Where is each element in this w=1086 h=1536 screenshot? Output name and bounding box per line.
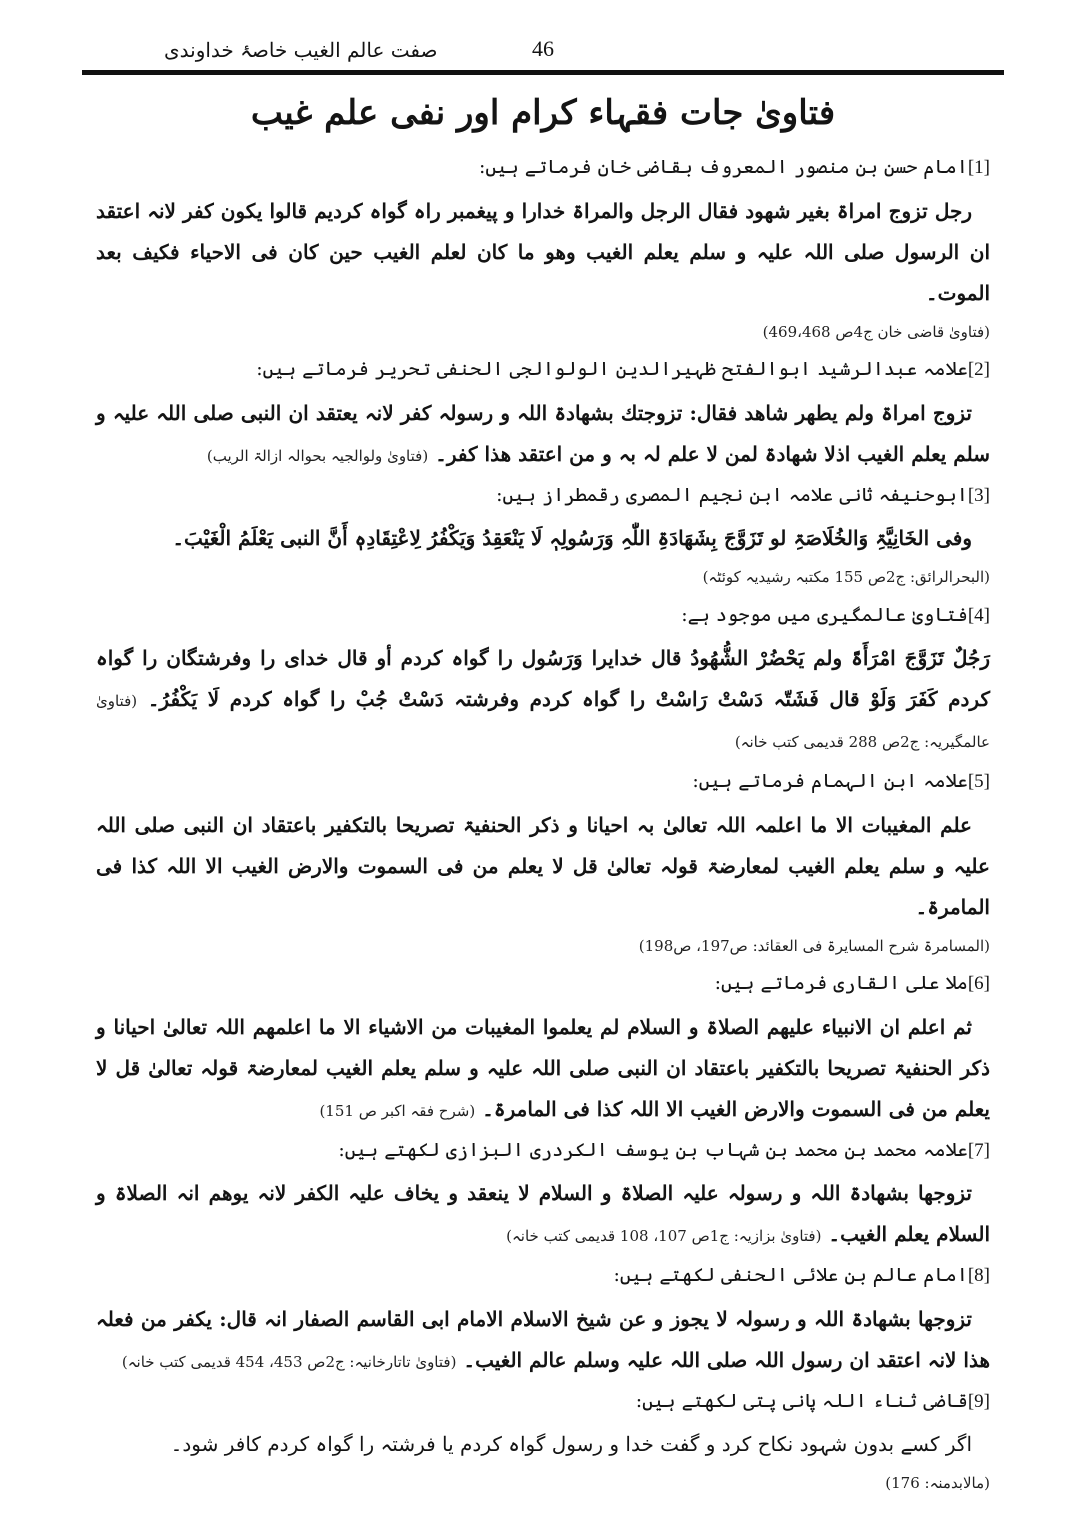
- section-number: [6]: [967, 973, 990, 994]
- section-number: [1]: [967, 157, 990, 178]
- section-quote: علم المغیبات الا ما اعلمہ اللہ تعالیٰ بہ احیانا و ذکر الحنفیۃ تصریحا بالتکفیر باعتقاد ان النبی صلی اللہ علیہ و سلم یعلم الغیب لمعارضۃ قولہ تعالیٰ قل لا یعلم من فی السموت والارض الغیب الا اللہ کذا فی المامرۃ۔: [96, 812, 990, 919]
- section-3: [96, 481, 990, 591]
- section-intro: [96, 767, 990, 797]
- section-reference: (فتاویٰ بزازیہ: ج1ص 107، 108 قدیمی کتب خانہ): [506, 1227, 822, 1245]
- page-title: فتاویٰ جات فقہاء کرام اور نفی علم غیب: [250, 93, 836, 133]
- section-quote: اگر کسے بدون شہود نکاح کرد و گفت خدا و رسول گواہ کردم یا فرشتہ را گواہ کردم کافر شود۔: [170, 1432, 972, 1456]
- section-quote: [96, 1299, 990, 1381]
- section-intro-text: امام حسن بن منصور المعروف بقاضی خان فرماتے ہیں:: [478, 156, 968, 178]
- section-4: [96, 601, 990, 762]
- section-intro-text: فتاویٰ عالمگیری میں موجود ہے:: [681, 603, 968, 626]
- section-quote: [96, 393, 990, 475]
- section-reference: (فتاویٰ ولوالجیہ بحوالہ ازالۃ الریب): [206, 446, 429, 465]
- section-number: [9]: [967, 1390, 990, 1412]
- section-7: [96, 1136, 990, 1256]
- section-intro: [96, 1387, 990, 1417]
- running-title: صفت عالم الغیب خاصۂ خداوندی: [164, 38, 438, 62]
- section-intro: [96, 481, 990, 511]
- section-number: [4]: [967, 604, 990, 626]
- section-quote: [96, 1007, 990, 1130]
- section-9: [96, 1387, 990, 1497]
- page-header: [82, 30, 1004, 75]
- section-intro: [96, 1136, 990, 1166]
- section-6: [96, 969, 990, 1130]
- section-quote-text: تزوج امراۃ ولم یطھر شاھد فقال: تزوجتك بشھادۃ اللہ و رسولہ کفر لانہ یعتقد ان النبی صلی اللہ علیہ و سلم یعلم الغیب اذلا شھادۃ لمن لا علم لہ بہ و من اعتقد ھذا کفر۔: [96, 400, 990, 466]
- section-quote-text: رَجُلٌ تَزَوَّجَ امْرَأَۃً ولم یَحْضُرْ الشُّھُودُ قال خدایرا وَرَسُول را گواہ کردم أو قال خدای را وفرشتگان را گواہ کردم کَفَرَ وَلَوْ قال فَشَتّہ دَسْتْ رَاسْتْ را گواہ کردم وفرشتہ دَسْتْ جُبْ را گواہ کردم لَا یَکْفُرُ۔: [96, 646, 990, 711]
- section-number: [2]: [967, 359, 990, 380]
- section-quote: وفی الخَانِیَّۃِ وَالخُلَاصَۃِ لو تَزَوَّجَ بِشَھَادَۃِ اللّٰہِ وَرَسُولِہٖ لَا یَنْعَقِدُ وَیَکْفُرُ لِاعْتِقَادِہٖ أَنَّ النبی یَعْلَمُ الْغَیْبَ۔: [172, 526, 972, 550]
- page-content: [96, 86, 991, 1492]
- section-number: [8]: [967, 1265, 990, 1286]
- section-1: [96, 153, 990, 345]
- section-quote: رجل تزوج امراۃ بغیر شھود فقال الرجل والمراۃ خدارا و پیغمبر راہ گواہ کردیم قالوا یکون کفر لانہ اعتقد ان الرسول صلی اللہ علیہ و سلم یعلم الغیب وھو ما کان لعلم الغیب حین کان فی الاحیاء فکیف بعد الموت۔: [96, 198, 991, 305]
- section-intro-text: علامہ محمد بن محمد بن شہاب بن یوسف الکردری البزازی لکھتے ہیں:: [338, 1138, 968, 1161]
- section-quote: [96, 1173, 990, 1255]
- section-intro: [96, 601, 990, 631]
- section-number: [3]: [967, 484, 990, 506]
- section-intro: [96, 355, 990, 385]
- section-quote-text: تزوجھا بشھادۃ اللہ و رسولہ لا یجوز و عن شیخ الاسلام الامام ابی القاسم الصفار انہ قال: یکفر من فعلہ ھذا لانہ اعتقد ان رسول اللہ صلی اللہ علیہ وسلم عالم الغیب۔: [96, 1306, 990, 1372]
- section-reference: (مالابدمنہ: 176): [885, 1474, 990, 1492]
- section-reference: (البحرالرائق: ج2ص 155 مکتبہ رشیدیہ کوئٹہ): [702, 568, 990, 586]
- section-intro: [96, 1261, 990, 1291]
- section-intro: [96, 969, 990, 999]
- section-intro-text: علامہ عبدالرشید ابوالفتح ظہیرالدین الولوالجی الحنفی تحریر فرماتے ہیں:: [256, 358, 968, 380]
- section-reference: (شرح فقہ اکبر ص 151): [319, 1101, 476, 1120]
- section-number: [7]: [967, 1139, 990, 1161]
- section-2: [96, 355, 990, 475]
- section-8: [96, 1261, 990, 1381]
- section-intro-text: علامہ ابن الہمام فرماتے ہیں:: [692, 770, 968, 792]
- section-quote: [96, 638, 990, 761]
- section-intro-text: قاضی ثناء اللہ پانی پتی لکھتے ہیں:: [635, 1389, 968, 1412]
- section-reference: (فتاویٰ قاضی خان ج4ص 469،468): [762, 322, 990, 341]
- section-intro-text: امام عالم بن علائی الحنفی لکھتے ہیں:: [613, 1264, 968, 1286]
- section-quote-text: تزوجھا بشھادۃ اللہ و رسولہ علیہ الصلاۃ و السلام لا ینعقد و یخاف علیہ الکفر لانہ یوھم انہ الصلاۃ و السلام یعلم الغیب۔: [96, 1181, 990, 1246]
- section-reference: (المسامرۃ شرح المسایرۃ فی العقائد: ص197، ص198): [638, 936, 990, 955]
- page-number: 46: [532, 36, 554, 61]
- section-reference: (فتاویٰ تاتارخانیہ: ج2ص 453، 454 قدیمی کتب خانہ): [121, 1352, 457, 1371]
- section-number: [5]: [967, 771, 990, 792]
- section-intro-text: ابوحنیفہ ثانی علامہ ابن نجیم المصری رقمطراز ہیں:: [496, 483, 968, 506]
- section-intro-text: ملا علی القاری فرماتے ہیں:: [714, 972, 968, 994]
- section-5: [96, 767, 990, 959]
- section-intro: [96, 153, 990, 183]
- section-quote-text: ثم اعلم ان الانبیاء علیھم الصلاۃ و السلام لم یعلموا المغیبات من الاشیاء الا ما اعلمھم اللہ تعالیٰ احیانا و ذکر الحنفیۃ تصریحا بالتکفیر باعتقاد ان النبی صلی اللہ علیہ و سلم یعلم الغیب لمعارضۃ قولہ تعالیٰ قل لا یعلم من فی السموت والارض الغیب الا اللہ کذا فی المامرۃ۔: [96, 1014, 990, 1121]
- section-reference: (فتاویٰ عالمگیریہ: ج2ص 288 قدیمی کتب خانہ): [96, 692, 990, 751]
